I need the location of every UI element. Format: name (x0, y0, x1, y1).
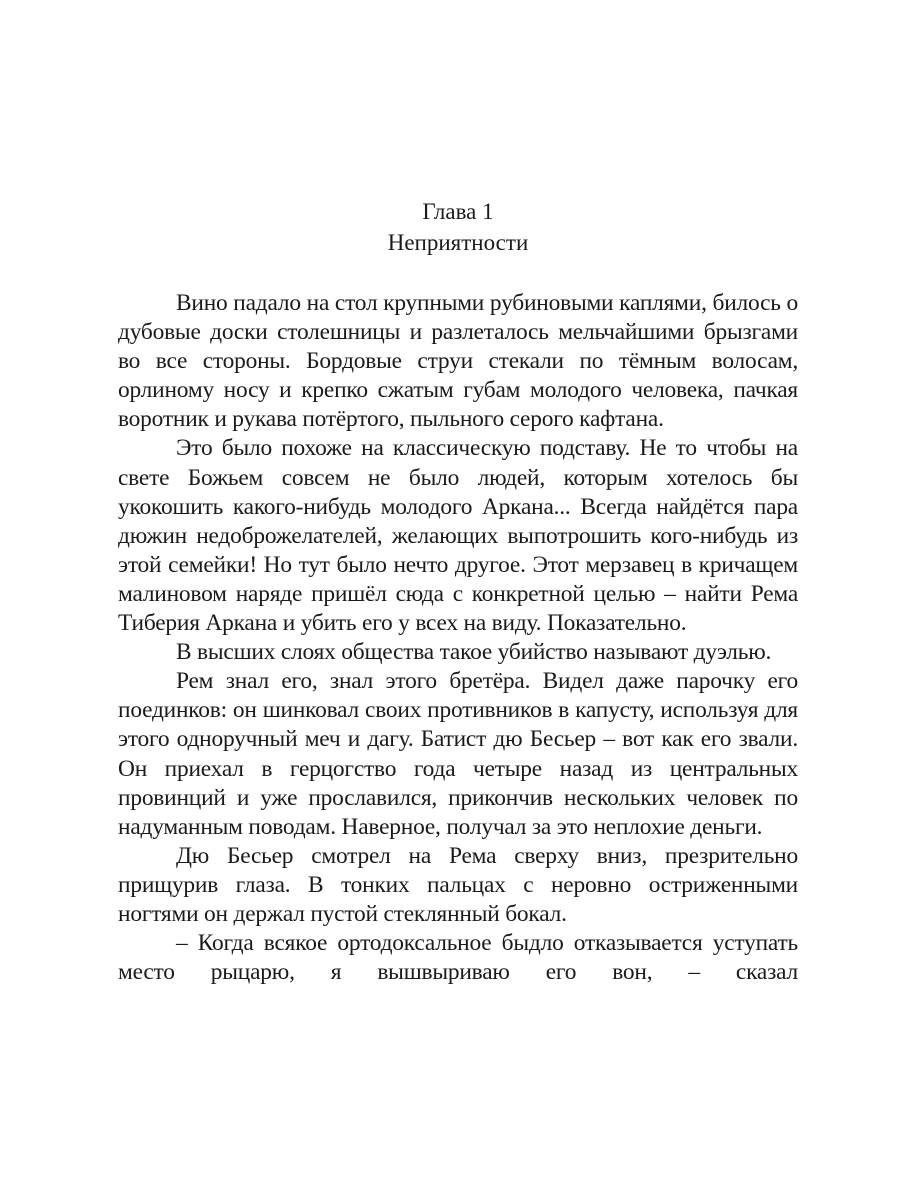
paragraph: Это было похоже на классическую подставу. Не то чтобы на свете Божьем совсем не было людей, которым хотелось бы укокошить какого-нибудь молодого Аркана... Всегда найдётся пара дюжин недоброжелателей, желающих выпотрошить кого-нибудь из этой семейки! Но тут было нечто другое. Этот мерзавец в кричащем малиновом наряде пришёл сюда с конкретной целью – найти Рема Тиберия Аркана и убить его у всех на виду. Показательно. (118, 435, 798, 637)
chapter-number: Глава 1 (422, 199, 494, 224)
book-page (118, 196, 798, 987)
paragraph: Рем знал его, знал этого бретёра. Видел даже парочку его поединков: он шинковал своих противников в капусту, используя для этого одноручный меч и дагу. Батист дю Бесьер – вот как его звали. Он приехал в герцогство года четыре назад из центральных провинций и уже прославился, прикончив нескольких человек по надуманным поводам. Наверное, получал за это неплохие деньги. (118, 668, 798, 840)
paragraph: В высших слоях общества такое убийство называют дуэлью. (176, 639, 772, 666)
paragraph: – Когда всякое ортодоксальное быдло отказывается уступать место рыцарю, я вышвыриваю его вон, – сказал (118, 930, 798, 986)
chapter-title: Неприятности (387, 230, 529, 255)
chapter-heading (118, 196, 798, 258)
paragraph: Дю Бесьер смотрел на Рема сверху вниз, презрительно прищурив глаза. В тонких пальцах с неровно остриженными ногтями он держал пустой стеклянный бокал. (118, 842, 798, 927)
paragraph: Вино падало на стол крупными рубиновыми каплями, билось о дубовые доски столешницы и разлеталось мельчайшими брызгами во все стороны. Бордовые струи стекали по тёмным волосам, орлиному носу и крепко сжатым губам молодого человека, пачкая воротник и рукава потёртого, пыльного серого кафтана. (118, 290, 798, 433)
